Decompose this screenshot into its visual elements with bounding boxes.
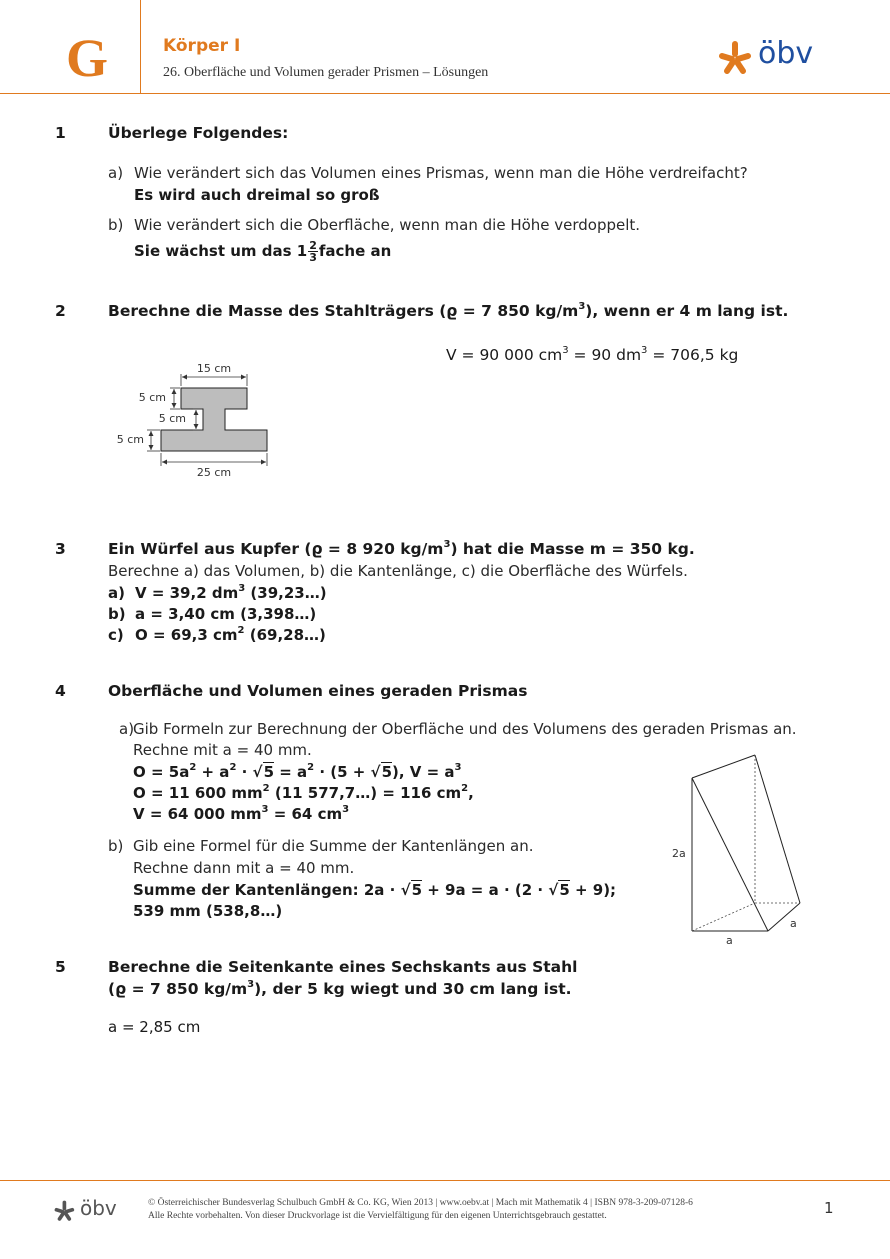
- task-4b-question-1: Gib eine Formel für die Summe der Kantenlängen an.: [133, 837, 534, 855]
- task-4b-question-2: Rechne dann mit a = 40 mm.: [133, 859, 355, 877]
- chapter-letter: G: [66, 28, 109, 88]
- task-5-number: 5: [55, 958, 66, 976]
- task-4a-label: a): [119, 720, 135, 738]
- task-1a-answer: Es wird auch dreimal so groß: [134, 186, 380, 204]
- task-1-number: 1: [55, 124, 66, 142]
- header-divider: [140, 0, 141, 93]
- task-3-instruction: Berechne a) das Volumen, b) die Kantenlänge, c) die Oberfläche des Würfels.: [108, 562, 688, 580]
- prism-label-base-1: a: [726, 934, 733, 947]
- task-1b-question: Wie verändert sich die Oberfläche, wenn man die Höhe verdoppelt.: [134, 216, 641, 234]
- task-2-answer: V = 90 000 $cm^3 = 90$ $dm^3 = 706,5$ kg: [446, 345, 739, 364]
- footer-star-icon: [54, 1200, 76, 1222]
- task-5-answer: a = 2,85 cm: [108, 1018, 201, 1036]
- chapter-title: Körper I: [163, 36, 241, 56]
- task-2-number: 2: [55, 302, 66, 320]
- task-5-title-1: Berechne die Seitenkante eines Sechskants aus Stahl: [108, 958, 578, 976]
- footer-rights: Alle Rechte vorbehalten. Von dieser Druckvorlage ist die Vervielfältigung für den eigenen Unterrichtsgebrauch gestattet.: [148, 1211, 607, 1221]
- task-3-title: Ein Würfel aus Kupfer (ϱ = 8 920 $kg/m^3$) hat die Masse m = 350 kg.: [108, 539, 695, 558]
- task-1a-question: Wie verändert sich das Volumen eines Prismas, wenn man die Höhe verdreifacht?: [134, 164, 748, 182]
- page-number: 1: [824, 1199, 834, 1217]
- task-4b-label: b): [108, 837, 124, 855]
- oebv-star-icon: [718, 40, 754, 76]
- task-4a-answer-2: O = 11 600 $mm^2$ (11 577,7…) = 116 $cm^2$,: [133, 783, 474, 802]
- task-1b-answer: Sie wächst um das 1 $\frac{2}{3}$ fache an: [134, 239, 392, 264]
- task-3c-answer: c) O = 69,3 $cm^2$ (69,28…): [108, 625, 326, 644]
- task-2-title: Berechne die Masse des Stahlträgers (ϱ = 7 850 $kg/m^3$), wenn er 4 m lang ist.: [108, 301, 789, 320]
- task-4-title: Oberfläche und Volumen eines geraden Prismas: [108, 682, 528, 700]
- oebv-logo: [718, 38, 828, 78]
- prism-label-base-2: a: [790, 917, 797, 930]
- task-1-title: Überlege Folgendes:: [108, 124, 289, 142]
- task-3a-answer: a) V = 39,2 $dm^3$ (39,23…): [108, 583, 327, 602]
- dim-flange-bottom: 5 cm: [116, 433, 144, 446]
- footer-logo: [54, 1198, 134, 1224]
- dim-web: 5 cm: [158, 412, 186, 425]
- footer-copyright: © Österreichischer Bundesverlag Schulbuch GmbH & Co. KG, Wien 2013 | www.oebv.at | Mach mit Mathematik 4 | ISBN 978-3-209-07128-6: [148, 1198, 693, 1208]
- task-1a-label: a): [108, 164, 124, 182]
- task-5-title-2: (ϱ = 7 850 $kg/m^3$), der 5 kg wiegt und 30 cm lang ist.: [108, 979, 572, 998]
- task-4a-question-1: Gib Formeln zur Berechnung der Oberfläche und des Volumens des geraden Prismas an.: [133, 720, 797, 738]
- task-4b-answer-1: Summe der Kantenlängen: 2a · √5 + 9a = a · (2 · √5 + 9);: [133, 881, 617, 899]
- prism-label-height: 2a: [672, 847, 686, 860]
- task-4-number: 4: [55, 682, 66, 700]
- oebv-logo-text: öbv: [758, 36, 814, 71]
- task-4a-answer-3: V = 64 000 $mm^3 = 64$ $cm^3$: [133, 804, 350, 823]
- dim-top-width: 15 cm: [196, 362, 232, 375]
- header-rule: [0, 93, 890, 94]
- steel-beam-figure: [110, 355, 290, 485]
- task-1b-label: b): [108, 216, 124, 234]
- task-4b-answer-2: 539 mm (538,8…): [133, 902, 283, 920]
- footer-rule: [0, 1180, 890, 1181]
- footer-logo-text: öbv: [80, 1196, 117, 1220]
- task-3b-answer: b) a = 3,40 cm (3,398…): [108, 605, 317, 623]
- task-4a-answer-1: $O = 5a^2 + a^2 \cdot √5 = a^2 \cdot (5 + √5)$, $V = a^3$: [133, 762, 462, 781]
- dim-bottom-width: 25 cm: [196, 466, 232, 479]
- page-subtitle: 26. Oberfläche und Volumen gerader Prismen – Lösungen: [163, 65, 489, 80]
- task-4a-question-2: Rechne mit a = 40 mm.: [133, 741, 312, 759]
- dim-flange-top: 5 cm: [138, 391, 166, 404]
- prism-figure: [660, 745, 820, 950]
- task-3-number: 3: [55, 540, 66, 558]
